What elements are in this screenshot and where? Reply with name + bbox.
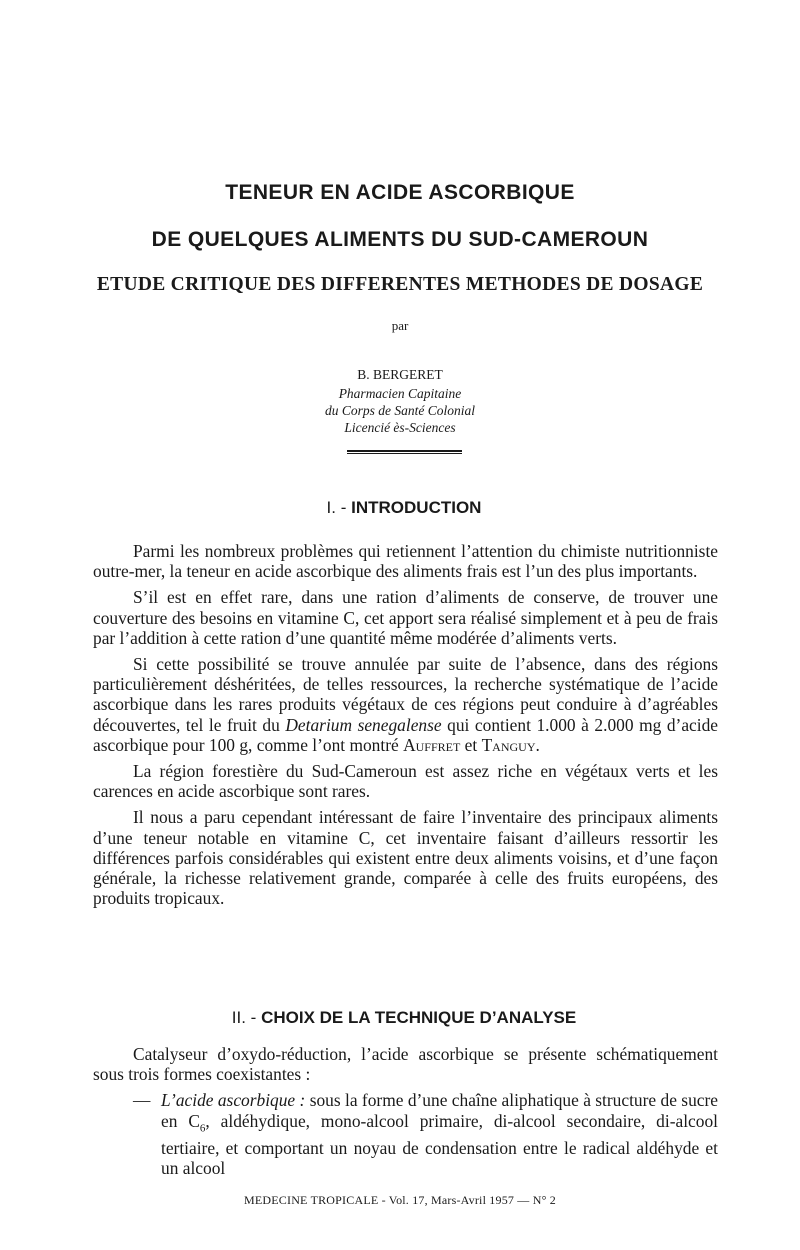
subscript: 6 [199, 1122, 206, 1135]
section-number: I. - [326, 498, 347, 517]
item-text: sous la forme d’une chaîne aliphatique à structure de sucre en C [161, 1090, 718, 1131]
author-affiliation [0, 385, 800, 436]
title-divider [347, 450, 462, 454]
section-title: INTRODUCTION [351, 498, 482, 517]
paragraph: La région forestière du Sud-Cameroun est assez riche en végétaux verts et les carences en acide ascorbique sont rares. [93, 761, 718, 802]
title-line-1: TENEUR EN ACIDE ASCORBIQUE [225, 181, 575, 204]
paragraph-text: Si cette possibilité se trouve annulée par suite de l’absence, dans des régions particulièrement déshéritées, de telles ressources, la recherche systématique de l’acide ascorbique dans les rares produits végétaux de ces régions peut conduire à d’agréables découvertes, tel le fruit du [93, 654, 718, 735]
list-dash: — [133, 1090, 151, 1111]
affiliation-line: Licencié ès-Sciences [344, 420, 456, 435]
page-footer: MEDECINE TROPICALE - Vol. 17, Mars-Avril 1957 — N° 2 [244, 1193, 556, 1207]
paragraph-text: et [460, 734, 482, 755]
section-heading-technique [4, 1008, 800, 1028]
author-name: B. BERGERET [357, 367, 443, 382]
section-heading-introduction [4, 498, 800, 518]
paragraph: Catalyseur d’oxydo-réduction, l’acide ascorbique se présente schématiquement sous trois formes coexistantes : [93, 1044, 718, 1085]
paragraph: S’il est en effet rare, dans une ration d’aliments de conserve, de trouver une couverture des besoins en vitamine C, cet apport sera réalisé simplement et à peu de frais par l’addition à cette ration d’une quantité même modérée d’aliments verts. [93, 587, 718, 648]
list-item [93, 1090, 718, 1178]
paragraph [93, 654, 718, 755]
title-line-2: DE QUELQUES ALIMENTS DU SUD-CAMEROUN [151, 228, 649, 251]
item-label: L’acide ascorbique : [161, 1090, 306, 1111]
item-text: , aldéhydique, mono-alcool primaire, di-alcool secondaire, di-alcool tertiaire, et comportant un noyau de condensation entre le radical aldéhyde et un alcool [161, 1110, 718, 1179]
affiliation-line: Pharmacien Capitaine [338, 386, 462, 401]
by-label: par [391, 318, 409, 333]
cited-author: Auffret [403, 734, 461, 755]
paragraph-text: . [535, 734, 540, 755]
affiliation-line: du Corps de Santé Colonial [324, 403, 475, 418]
section-number: II. - [231, 1008, 257, 1027]
subtitle: ETUDE CRITIQUE DES DIFFERENTES METHODES DE DOSAGE [96, 274, 704, 295]
species-name: Detarium senegalense [285, 714, 442, 735]
paragraph: Il nous a paru cependant intéressant de faire l’inventaire des principaux aliments d’une teneur notable en vitamine C, cet inventaire faisant d’ailleurs ressortir les différences parfois considérables qui existent entre deux aliments voisins, et d’une façon générale, la richesse relativement grande, comparée à celle des fruits européens, des produits tropicaux. [93, 807, 718, 909]
introduction-body [93, 541, 718, 914]
cited-author: Tanguy [481, 734, 536, 755]
technique-body [93, 1044, 718, 1185]
section-title: CHOIX DE LA TECHNIQUE D’ANALYSE [261, 1008, 577, 1027]
paragraph-text: qui contient 1.000 à 2.000 mg d’acide ascorbique pour 100 g, comme l’ont montré [93, 714, 719, 755]
paragraph: Parmi les nombreux problèmes qui retiennent l’attention du chimiste nutritionniste outre-mer, la teneur en acide ascorbique des aliments frais est l’un des plus importants. [93, 541, 718, 582]
